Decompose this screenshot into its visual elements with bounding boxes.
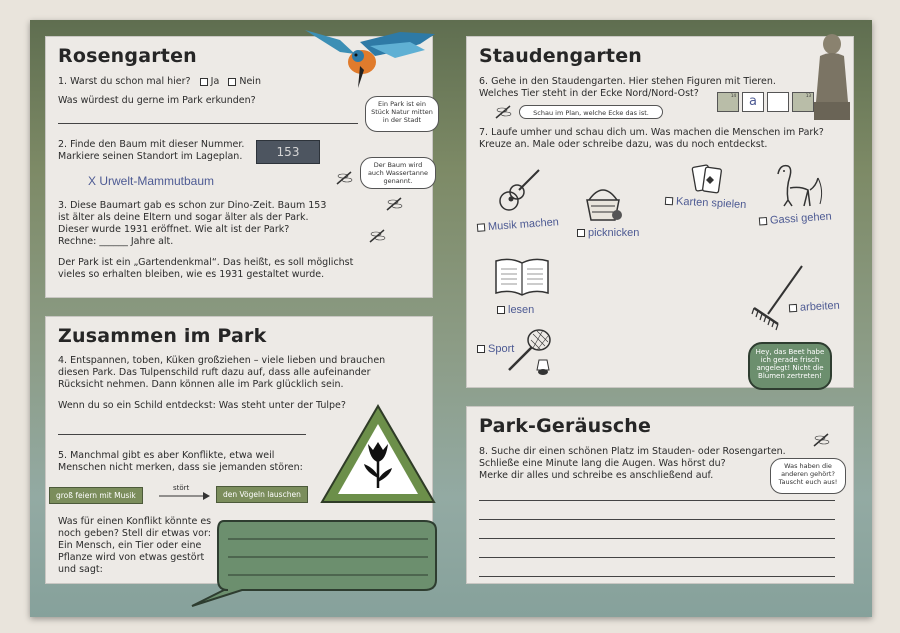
answer-cell[interactable]: 13 bbox=[792, 92, 814, 112]
dragonfly-icon bbox=[385, 196, 405, 212]
answer-line[interactable] bbox=[479, 500, 835, 501]
tree-number-sign: 153 bbox=[256, 140, 320, 164]
panel-park-geraeusche bbox=[466, 406, 854, 584]
question-5-line-2: Menschen nicht merken, dass sie jemanden stören: bbox=[58, 462, 303, 473]
question-5b-line-3: Ein Mensch, ein Tier oder eine bbox=[58, 540, 202, 551]
activity-lesen[interactable]: lesen bbox=[497, 304, 534, 316]
heading-staudengarten: Staudengarten bbox=[479, 45, 643, 67]
question-8-line-1: 8. Suche dir einen schönen Platz im Stauden- oder Rosengarten. bbox=[479, 446, 786, 457]
question-6-line-1: 6. Gehe in den Staudengarten. Hier stehen Figuren mit Tieren. bbox=[479, 76, 776, 87]
guitar-icon bbox=[495, 165, 545, 215]
question-3-line-3: Dieser wurde 1931 eröffnet. Wie alt ist der Park? bbox=[58, 224, 290, 235]
speech-bubble-park-nature: Ein Park ist ein Stück Natur mitten in der Stadt bbox=[365, 96, 439, 132]
tulip-warning-sign-icon bbox=[318, 402, 438, 506]
kingfisher-icon bbox=[300, 22, 440, 102]
answer-line[interactable] bbox=[479, 557, 835, 558]
question-4-line-1: 4. Entspannen, toben, Küken großziehen – viele lieben und brauchen bbox=[58, 355, 386, 366]
answer-line[interactable] bbox=[479, 538, 835, 539]
dragonfly-icon bbox=[812, 432, 832, 448]
heading-park-geraeusche: Park-Geräusche bbox=[479, 415, 652, 437]
speech-bubble-austauschen: Was haben die anderen gehört? Tauscht euch aus! bbox=[770, 458, 846, 494]
question-4-line-3: Rücksicht nehmen. Dann können alle im Park glücklich sein. bbox=[58, 379, 344, 390]
paragraph-line-2: vieles so erhalten bleiben, wie es 1931 gestaltet wurde. bbox=[58, 269, 325, 280]
conflict-tag-birds: den Vögeln lauschen bbox=[216, 486, 308, 503]
answer-speech-bubble[interactable] bbox=[184, 518, 442, 610]
answer-line[interactable] bbox=[479, 519, 835, 520]
question-4b: Wenn du so ein Schild entdeckst: Was steht unter der Tulpe? bbox=[58, 400, 346, 411]
question-1b: Was würdest du gerne im Park erkunden? bbox=[58, 95, 256, 106]
conflict-tag-music: groß feiern mit Musik bbox=[49, 487, 143, 504]
question-5b-line-5: und sagt: bbox=[58, 564, 103, 575]
dragonfly-icon bbox=[494, 104, 514, 120]
question-5b-line-4: Pflanze wird von etwas gestört bbox=[58, 552, 205, 563]
answer-line[interactable] bbox=[479, 576, 835, 577]
dragonfly-icon bbox=[335, 170, 355, 186]
checkbox-nein[interactable] bbox=[228, 78, 236, 86]
question-5b-line-2: noch geben? Stell dir etwas vor: bbox=[58, 528, 211, 539]
speech-bubble-plan: Schau im Plan, welche Ecke das ist. bbox=[519, 105, 663, 119]
dragonfly-icon bbox=[368, 228, 388, 244]
heading-rosengarten: Rosengarten bbox=[58, 45, 197, 67]
activity-sport[interactable]: Sport bbox=[477, 343, 514, 355]
racket-icon bbox=[503, 326, 559, 378]
question-5-line-1: 5. Manchmal gibt es aber Konflikte, etwa weil bbox=[58, 450, 275, 461]
question-2-line-1: 2. Finde den Baum mit dieser Nummer. bbox=[58, 139, 245, 150]
question-4-line-2: diesen Park. Das Tulpenschild ruft dazu auf, dass alle aufeinander bbox=[58, 367, 371, 378]
answer-cell[interactable]: a bbox=[742, 92, 764, 112]
activity-karten-spielen[interactable]: Karten spielen bbox=[665, 195, 747, 211]
question-8-line-3: Merke dir alles und schreibe es anschließend auf. bbox=[479, 470, 714, 481]
question-3-line-4: Rechne: ______ Jahre alt. bbox=[58, 236, 174, 247]
book-icon bbox=[492, 255, 552, 299]
question-7-line-1: 7. Laufe umher und schau dich um. Was machen die Menschen im Park? bbox=[479, 127, 824, 138]
question-3-line-1: 3. Diese Baumart gab es schon zur Dino-Zeit. Baum 153 bbox=[58, 200, 327, 211]
activity-picknicken[interactable]: picknicken bbox=[577, 227, 639, 239]
activity-musik-machen[interactable]: Musik machen bbox=[477, 216, 560, 234]
heading-zusammen: Zusammen im Park bbox=[58, 325, 267, 347]
question-7-line-2: Kreuze an. Male oder schreibe dazu, was du noch entdeckst. bbox=[479, 139, 768, 150]
answer-line[interactable] bbox=[58, 434, 306, 435]
activity-gassi-gehen[interactable]: Gassi gehen bbox=[759, 210, 832, 227]
question-5b-line-1: Was für einen Konflikt könnte es bbox=[58, 516, 212, 527]
question-1: 1. Warst du schon mal hier? Ja Nein bbox=[58, 76, 261, 87]
picnic-basket-icon bbox=[583, 180, 625, 224]
activity-arbeiten[interactable]: arbeiten bbox=[789, 300, 840, 315]
speech-bubble-wassertanne: Der Baum wird auch Wassertanne genannt. bbox=[360, 157, 436, 189]
checkbox-ja[interactable] bbox=[200, 78, 208, 86]
paragraph-line-1: Der Park ist ein „Gartendenkmal“. Das heißt, es soll möglichst bbox=[58, 257, 354, 268]
answer-cell[interactable]: 14 bbox=[717, 92, 739, 112]
statue-icon bbox=[810, 32, 854, 122]
question-2-line-2: Markiere seinen Standort im Lageplan. bbox=[58, 151, 243, 162]
question-3-line-2: ist älter als deine Eltern und sogar älter als der Park. bbox=[58, 212, 309, 223]
speech-bubble-beet: Hey, das Beet habe ich gerade frisch angelegt! Nicht die Blumen zertreten! bbox=[748, 342, 832, 390]
rake-icon bbox=[748, 262, 808, 332]
question-6-line-2: Welches Tier steht in der Ecke Nord/Nord-Ost? bbox=[479, 88, 699, 99]
dog-icon bbox=[770, 160, 826, 212]
answer-tree-name: X Urwelt-Mammutbaum bbox=[88, 174, 215, 188]
answer-cell[interactable] bbox=[767, 92, 789, 112]
arrow-label: stört bbox=[173, 484, 190, 492]
arrow-icon bbox=[159, 491, 211, 501]
question-8-line-2: Schließe eine Minute lang die Augen. Was hörst du? bbox=[479, 458, 726, 469]
answer-line[interactable] bbox=[58, 123, 358, 124]
cards-icon bbox=[690, 162, 726, 196]
